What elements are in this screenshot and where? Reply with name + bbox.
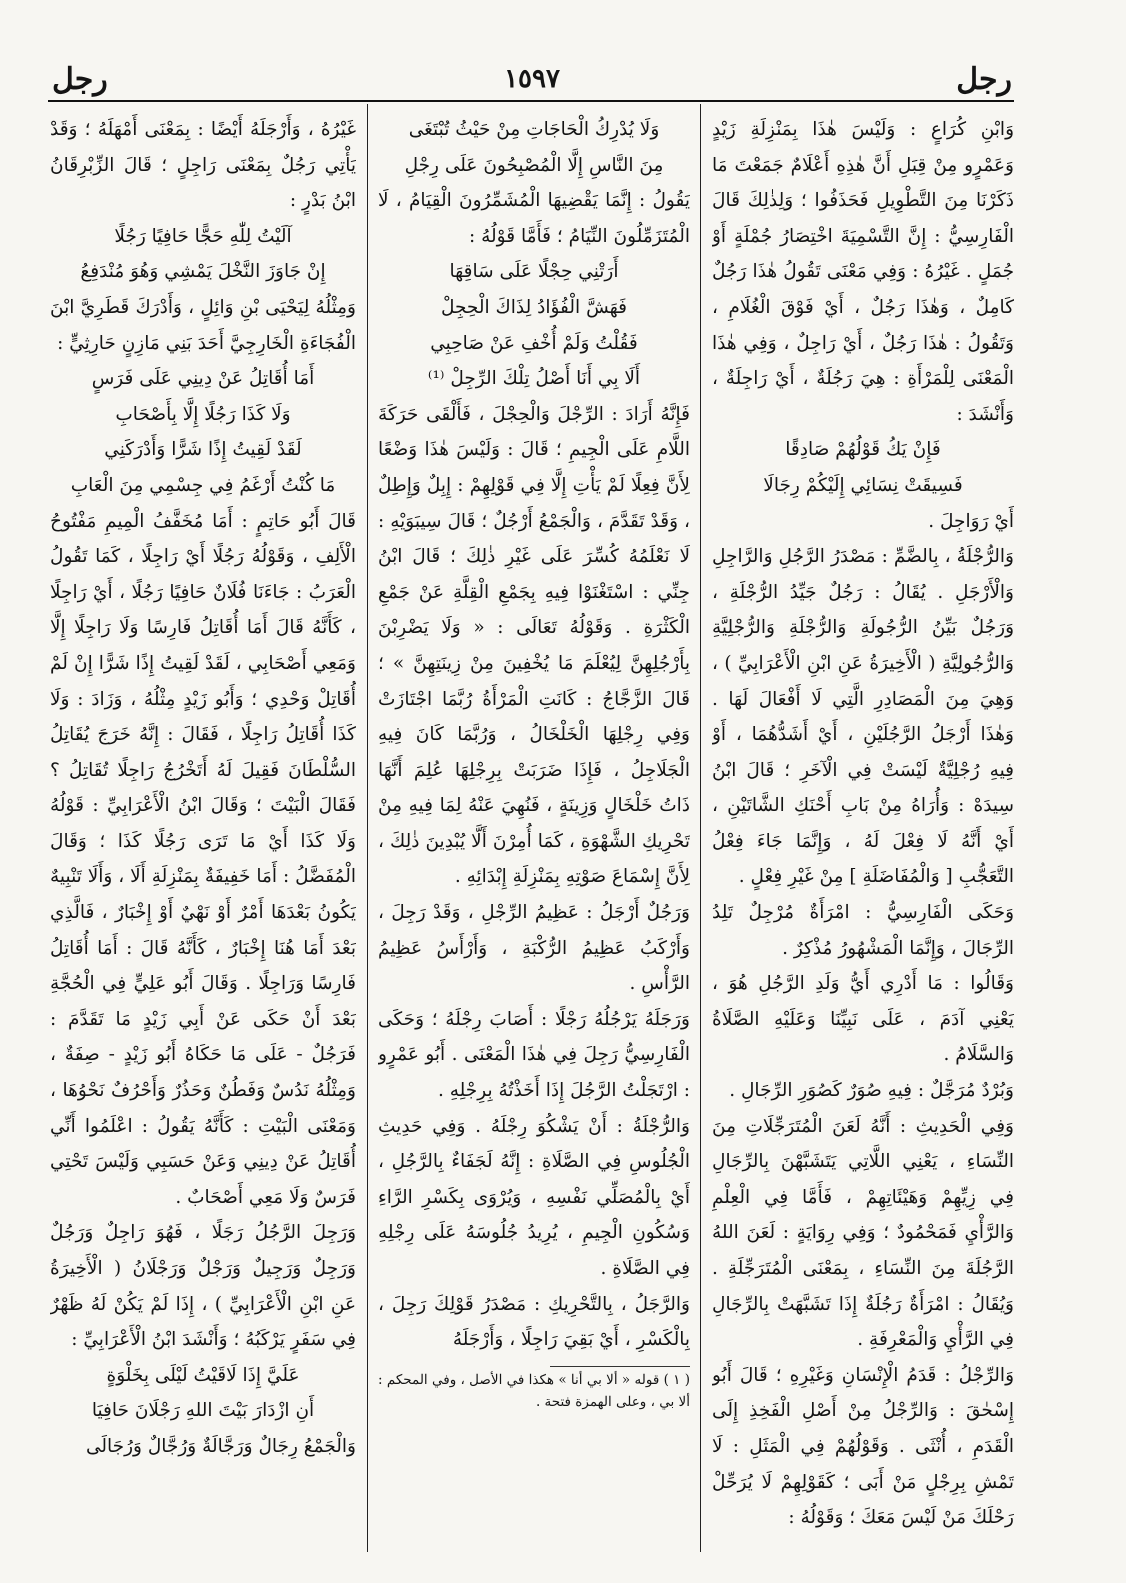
footnote: ( ١ ) قوله « ألا بي أنا » هكذا في الأصل ، وفي المحكم : ألا بي ، وعلى الهمزة فتحة . (378, 1371, 690, 1410)
verse-line: وَلَا يُدْرِكُ الْحَاجَاتِ مِنْ حَيْثُ تُبْتَغَى (408, 119, 660, 140)
verse-line: وَلَا كَذَا رَجُلًا إِلَّا بِأَصْحَابِ (115, 403, 291, 425)
verse-line: عَلَيَّ إِذَا لَاقَيْتُ لَيْلَى بِخَلْوَةٍ (106, 1364, 300, 1386)
verse-line: أَمَا أُقَاتِلُ عَنْ دِينِي عَلَى فَرَسٍ (91, 368, 315, 390)
column-right (712, 112, 1014, 1548)
paragraph: قَالَ أَبُو حَاتِمٍ : أَمَا مُخَفَّفُ الْمِيمِ مَفْتُوحُ الْأَلِفِ ، وَقَوْلُهُ رَجُلًا أَيْ رَاجِلًا ، كَمَا تَقُولُ الْعَرَبُ : جَاءَنَا فُلَانٌ حَافِيًا رَجُلًا ، أَيْ رَاجِلًا ، كَأَنَّهُ قَالَ أَمَا أُقَاتِلُ فَارِسًا وَلَا رَاجِلًا إِلَّا وَمَعِي أَصْحَابِي ، لَقَدْ لَقِيتُ إِذًا شَرًّا إِنْ لَمْ أُقَاتِلْ وَحْدِي ؛ وَأَبُو زَيْدٍ مِثْلُهُ ، وَزَادَ : وَلَا كَذَا أُقَاتِلُ رَاجِلًا ، فَقَالَ : إِنَّهُ خَرَجَ يُقَاتِلُ السُّلْطَانَ فَقِيلَ لَهُ أَتَخْرُجُ رَاجِلًا تُقَاتِلُ ؟ فَقَالَ الْبَيْتَ ؛ وَقَالَ ابْنُ الْأَعْرَابِيِّ : قَوْلُهُ وَلَا كَذَا أَيْ مَا تَرَى رَجُلًا كَذَا ؛ وَقَالَ الْمُفَضَّلُ : أَمَا خَفِيفَةٌ بِمَنْزِلَةِ أَلَا ، وَأَلَا تَنْبِيهٌ يَكُونُ بَعْدَهَا أَمْرٌ أَوْ نَهْيٌ أَوْ إِخْبَارٌ ، فَالَّذِي بَعْدَ أَمَا هُنَا إِخْبَارٌ ، كَأَنَّهُ قَالَ : أَمَا أُقَاتِلُ فَارِسًا وَرَاجِلًا . وَقَالَ أَبُو عَلِيٍّ فِي الْحُجَّةِ بَعْدَ أَنْ حَكَى عَنْ أَبِي زَيْدٍ مَا تَقَدَّمَ : فَرَجُلٌ - عَلَى مَا حَكَاهُ أَبُو زَيْدٍ - صِفَةٌ ، وَمِثْلُهُ نَدُسٌ وَفَطُنٌ وَحَذُرٌ وَأَحْرُفٌ نَحْوُهَا ، وَمَعْنَى الْبَيْتِ : كَأَنَّهُ يَقُولُ : اعْلَمُوا أَنِّي أُقَاتِلُ عَنْ دِينِي وَعَنْ حَسَبِي وَلَيْسَ تَحْتِي فَرَسٌ وَلَا مَعِي أَصْحَابٌ . (50, 510, 356, 1208)
paragraph: وَالْجَمْعُ رِجَالٌ وَرَجَّالَةٌ وَرُجَّالٌ وَرُجَالَى (85, 1435, 356, 1457)
paragraph: وَقَالُوا : مَا أَدْرِي أَيُّ وَلَدِ الرَّجُلِ هُوَ ، يَعْنِي آدَمَ ، عَلَى نَبِيِّنَا وَعَلَيْهِ الصَّلَاةُ وَالسَّلَامُ . (712, 973, 1014, 1066)
paragraph: وَرَجُلٌ أَرْجَلُ : عَظِيمُ الرِّجْلِ ، وَقَدْ رَجِلَ ، وَأَرْكَبُ عَظِيمُ الرُّكْبَةِ ، وَأَرْأَسُ عَظِيمُ الرَّأْسِ . (378, 902, 690, 995)
header-rule (48, 100, 1014, 102)
paragraph: وَرَجِلَ الرَّجُلُ رَجَلًا ، فَهُوَ رَاجِلٌ وَرَجُلٌ وَرَجِلٌ وَرَجِيلٌ وَرَجْلٌ وَرَجْلَانُ ( الْأَخِيرَةُ عَنِ ابْنِ الْأَعْرَابِيِّ ) ، إِذَا لَمْ يَكُنْ لَهُ ظَهْرٌ فِي سَفَرٍ يَرْكَبُهُ ؛ وَأَنْشَدَ ابْنُ الْأَعْرَابِيِّ : (50, 1222, 356, 1351)
header-entry-word-left: رجل (52, 62, 108, 97)
paragraph: وَالرَّجَلُ ، بِالتَّحْرِيكِ : مَصْدَرُ قَوْلِكَ رَجِلَ ، بِالْكَسْرِ ، أَيْ بَقِيَ رَاجِلًا ، وَأَرْجَلَهُ (378, 1293, 690, 1351)
verse-line: أَنِ ازْدَارَ بَيْتَ اللهِ رَجْلَانَ حَافِيَا (91, 1400, 315, 1422)
header-entry-word-right: رجل (956, 62, 1012, 97)
paragraph: وَالرُّجْلَةُ : أَنْ يَشْكُوَ رِجْلَهُ . وَفِي حَدِيثِ الْجُلُوسِ فِي الصَّلَاةِ : إِنَّهُ لَجَفَاءٌ بِالرَّجُلِ ، أَيْ بِالْمُصَلِّي نَفْسِهِ ، وَيُرْوَى بِكَسْرِ الرَّاءِ وَسُكُونِ الْجِيمِ ، يُرِيدُ جُلُوسَهُ عَلَى رِجْلِهِ فِي الصَّلَاةِ . (378, 1115, 690, 1279)
footnote-rule (550, 1366, 690, 1367)
column-left (50, 112, 356, 1548)
verse-line: فَقُلْتُ وَلَمْ أُخْفِ عَنْ صَاحِبِي (430, 332, 638, 354)
column-divider-left (367, 104, 368, 1552)
paragraph: أَيْ رَوَاجِلَ . (928, 510, 1014, 532)
paragraph: وَبُرْدٌ مُرَجَّلٌ : فِيهِ صُوَرٌ كَصُوَرِ الرِّجَالِ . (729, 1080, 1014, 1102)
verse-line: مِنَ النَّاسِ إِلَّا الْمُصْبِحُونَ عَلَى رِجْلِ (404, 154, 664, 176)
paragraph: يَقُولُ : إِنَّمَا يَقْضِيهَا الْمُشَمِّرُونَ الْقِيَامُ ، لَا الْمُتَزَمِّلُونَ النِّيَامُ ؛ فَأَمَّا قَوْلُهُ : (378, 190, 690, 247)
page-number: ١٥٩٧ (504, 64, 560, 94)
paragraph: فَإِنَّهُ أَرَادَ : الرِّجْلَ وَالْحِجْلَ ، فَأَلْقَى حَرَكَةَ اللَّامِ عَلَى الْجِيمِ ؛ قَالَ : وَلَيْسَ هٰذَا وَضْعًا لِأَنَّ فِعِلًا لَمْ يَأْتِ إِلَّا فِي قَوْلِهِمْ : إِبِلٌ وَإِطِلٌ ، وَقَدْ تَقَدَّمَ ، وَالْجَمْعُ أَرْجُلٌ ؛ قَالَ سِيبَوَيْهِ : لَا نَعْلَمُهُ كُسِّرَ عَلَى غَيْرِ ذٰلِكَ ؛ قَالَ ابْنُ جِنِّي : اسْتَغْنَوْا فِيهِ بِجَمْعِ الْقِلَّةِ عَنْ جَمْعِ الْكَثْرَةِ . وَقَوْلُهُ تَعَالَى : « وَلَا يَضْرِبْنَ بِأَرْجُلِهِنَّ لِيُعْلَمَ مَا يُخْفِينَ مِنْ زِينَتِهِنَّ » ؛ قَالَ الزَّجَّاجُ : كَانَتِ الْمَرْأَةُ رُبَّمَا اجْتَازَتْ وَفِي رِجْلِهَا الْخَلْخَالُ ، وَرُبَّمَا كَانَ فِيهِ الْجَلَاجِلُ ، فَإِذَا ضَرَبَتْ بِرِجْلِهَا عُلِمَ أَنَّهَا ذَاتُ خَلْخَالٍ وَزِينَةٍ ، فَنُهِيَ عَنْهُ لِمَا فِيهِ مِنْ تَحْرِيكِ الشَّهْوَةِ ، كَمَا أُمِرْنَ أَلَّا يُبْدِينَ ذٰلِكَ ، لِأَنَّ إِسْمَاعَ صَوْتِهِ بِمَنْزِلَةِ إِبْدَائِهِ . (378, 403, 690, 888)
verse-line: فَهَشَّ الْفُؤَادُ لِذَاكَ الْحِجِلْ (440, 296, 628, 318)
paragraph: وَالرُّجْلَةُ ، بِالضَّمِّ : مَصْدَرُ الرَّجُلِ وَالرَّاجِلِ وَالْأَرْجَلِ . يُقَالُ : رَجُلٌ جَيِّدُ الرُّجْلَةِ ، وَرَجُلٌ بَيِّنُ الرُّجُولَةِ وَالرُّجْلَةِ وَالرُّجْلِيَّةِ وَالرُّجُولِيَّةِ ( الْأَخِيرَةُ عَنِ ابْنِ الْأَعْرَابِيِّ ) ، وَهِيَ مِنَ الْمَصَادِرِ الَّتِي لَا أَفْعَالَ لَهَا . وَهٰذَا أَرْجَلُ الرَّجُلَيْنِ ، أَيْ أَشَدُّهُمَا ، أَوْ فِيهِ رُجْلِيَّةٌ لَيْسَتْ فِي الْآخَرِ ؛ قَالَ ابْنُ سِيدَهْ : وَأُرَاهُ مِنْ بَابِ أَحْنَكِ الشَّاتَيْنِ ، أَيْ أَنَّهُ لَا فِعْلَ لَهُ ، وَإِنَّمَا جَاءَ فِعْلُ التَّعَجُّبِ [ وَالْمُفَاضَلَةِ ] مِنْ غَيْرِ فِعْلٍ . (712, 546, 1014, 888)
verse-line: فَسِيقَتْ نِسَائِي إِلَيْكُمْ رِجَالَا (763, 474, 963, 496)
paragraph: غَيْرُهُ ، وَأَرْجَلَهُ أَيْضًا : بِمَعْنَى أَمْهَلَهُ ؛ وَقَدْ يَأْتِي رَجُلٌ بِمَعْنَى رَاجِلٍ ؛ قَالَ الزِّبْرِقَانُ ابْنُ بَدْرٍ : (50, 119, 356, 212)
paragraph: وَابْنِ كُرَاعٍ : وَلَيْسَ هٰذَا بِمَنْزِلَةِ زَيْدٍ وَعَمْرٍو مِنْ قِبَلِ أَنَّ هٰذِهِ أَعْلَامٌ جَمَعْتَ مَا ذَكَرْنَا مِنَ التَّطْوِيلِ فَحَذَفُوا ؛ وَلِذٰلِكَ قَالَ الْفَارِسِيُّ : إِنَّ التَّسْمِيَةَ اخْتِصَارُ جُمْلَةٍ أَوْ جُمَلٍ . غَيْرُهُ : وَفِي مَعْنَى تَقُولُ هٰذَا رَجُلٌ كَامِلٌ ، وَهٰذَا رَجُلٌ ، أَيْ فَوْقَ الْغُلَامِ ، وَتَقُولُ : هٰذَا رَجُلٌ ، أَيْ رَاجِلٌ ، وَفِي هٰذَا الْمَعْنَى لِلْمَرْأَةِ : هِيَ رَجُلَةٌ ، أَيْ رَاجِلَةٌ ، وَأَنْشَدَ : (712, 119, 1014, 425)
column-middle (378, 112, 690, 1548)
paragraph: وَالرِّجْلُ : قَدَمُ الْإِنْسَانِ وَغَيْرِهِ ؛ قَالَ أَبُو إِسْحٰقَ : وَالرِّجْلُ مِنْ أَصْلِ الْفَخِذِ إِلَى الْقَدَمِ ، أُنْثَى . وَقَوْلُهُمْ فِي الْمَثَلِ : لَا تَمْشِ بِرِجْلٍ مَنْ أَبَى ؛ كَقَوْلِهِمْ لَا يُرَحِّلْ رَحْلَكَ مَنْ لَيْسَ مَعَكَ ؛ وَقَوْلُهُ : (712, 1364, 1014, 1529)
verse-line: مَا كُنْتُ أَرْغَمُ فِي جِسْمِي مِنَ الْعَابِ (70, 474, 336, 496)
verse-line: فَإِنْ يَكُ قَوْلُهُمْ صَادِقًا (785, 439, 941, 461)
verse-line: إِنْ جَاوَزَ النَّخْلَ يَمْشِي وَهُوَ مُنْدَفِعُ (80, 261, 326, 283)
paragraph: وَمِثْلُهُ لِيَحْيَى بْنِ وَائِلٍ ، وَأَدْرَكَ قَطَرِيَّ ابْنَ الْفُجَاءَةِ الْخَارِجِيَّ أَحَدَ بَنِي مَازِنٍ حَارِثِيٍّ : (50, 296, 356, 354)
verse-line: أَرَتْنِي حِجْلًا عَلَى سَاقِهَا (449, 261, 619, 283)
paragraph: وَفِي الْحَدِيثِ : أَنَّهُ لَعَنَ الْمُتَرَجِّلَاتِ مِنَ النِّسَاءِ ، يَعْنِي اللَّاتِي يَتَشَبَّهْنَ بِالرِّجَالِ فِي زِيِّهِمْ وَهَيْئَاتِهِمْ ، فَأَمَّا فِي الْعِلْمِ وَالرَّأْيِ فَمَحْمُودٌ ؛ وَفِي رِوَايَةٍ : لَعَنَ اللهُ الرَّجُلَةَ مِنَ النِّسَاءِ ، بِمَعْنَى الْمُتَرَجِّلَةِ . وَيُقَالُ : امْرَأَةٌ رَجُلَةٌ إِذَا تَشَبَّهَتْ بِالرِّجَالِ فِي الرَّأْيِ وَالْمَعْرِفَةِ . (712, 1115, 1014, 1351)
page-header (52, 62, 1012, 102)
column-divider-right (700, 104, 701, 1552)
verse-line: لَقَدْ لَقِيتُ إِذًا شَرًّا وَأَدْرَكَنِي (104, 439, 302, 461)
verse-line: أَلَا بِي أَنَا أَصْلُ تِلْكَ الرِّجِلْ ⁽¹⁾ (427, 368, 641, 390)
paragraph: وَحَكَى الْفَارِسِيُّ : امْرَأَةٌ مُرْجِلٌ تَلِدُ الرِّجَالَ ، وَإِنَّمَا الْمَشْهُورُ مُذْكِرٌ . (712, 902, 1014, 959)
verse-line: آلَيْتُ لِلّٰهِ حَجًّا حَافِيًا رَجُلًا (114, 225, 292, 247)
paragraph: وَرَجَلَهُ يَرْجُلُهُ رَجْلًا : أَصَابَ رِجْلَهُ ؛ وَحَكَى الْفَارِسِيُّ رَجِلَ فِي هٰذَا الْمَعْنَى . أَبُو عَمْرٍو : ارْتَجَلْتُ الرَّجُلَ إِذَا أَخَذْتُهُ بِرِجْلِهِ . (378, 1008, 690, 1102)
